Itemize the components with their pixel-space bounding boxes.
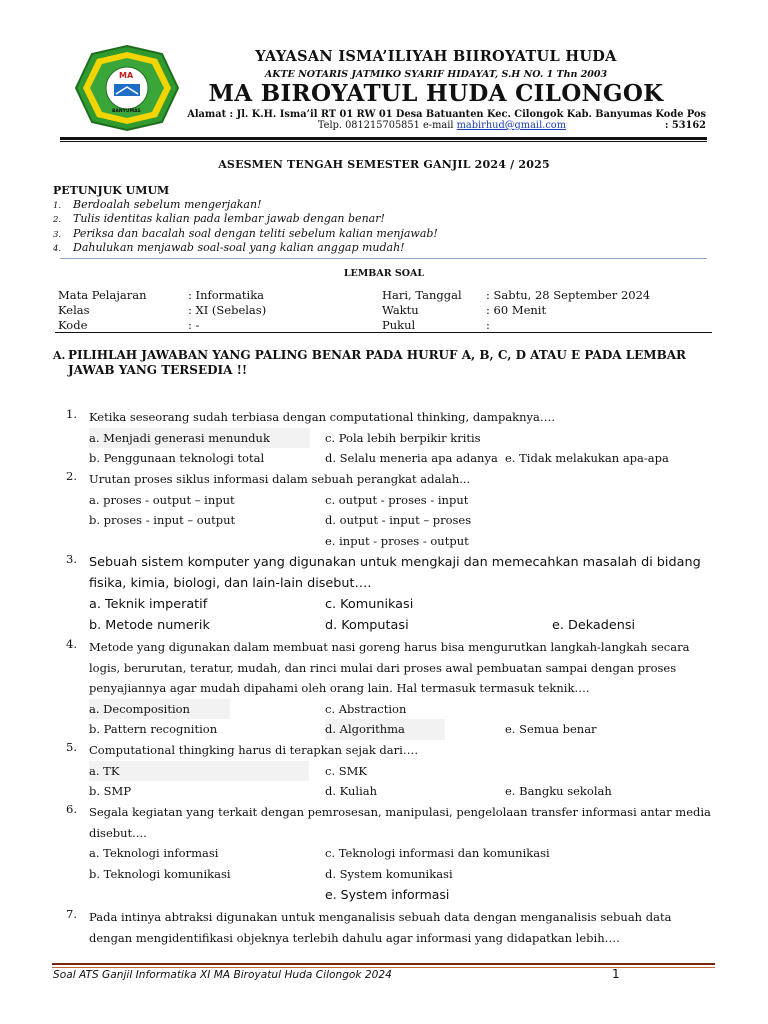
question-4 [66, 637, 716, 740]
option-e: e. System informasi [325, 887, 450, 903]
footer-rule [52, 963, 715, 965]
info-left [58, 288, 266, 332]
option-d: d. Algorithma [325, 719, 445, 740]
option-a: a. Menjadi generasi menunduk [89, 428, 310, 449]
question-text: Urutan proses siklus informasi dalam sebuah perangkat adalah... [89, 472, 471, 486]
option-e: e. Tidak melakukan apa-apa [505, 451, 669, 466]
option-d: d. System komunikasi [325, 866, 453, 881]
option-b: b. Pattern recognition [89, 722, 218, 737]
question-text: Sebuah sistem komputer yang digunakan untuk mengkaji dan memecahkan masalah di bidang fisika, kimia, biologi, dan lain-lain disebut…. [89, 555, 701, 591]
question-text: Pada intinya abtraksi digunakan untuk menganalisis sebuah data dengan menganalisis sebuah data dengan mengidentifikasi objeknya terlebih dahulu agar informasi yang didapatkan lebih…. [89, 910, 672, 945]
info-row-date: Hari, Tanggal : Sabtu, 28 September 2024 [382, 288, 651, 302]
option-d: d. Komputasi [325, 618, 409, 633]
option-d: d. Kuliah [325, 784, 378, 799]
question-number: 7. [66, 907, 77, 921]
sheet-label: LEMBAR SOAL [343, 268, 425, 279]
options [89, 490, 716, 552]
options [89, 428, 716, 469]
instruction-item: 3. Periksa dan bacalah soal dengan teliti sebelum kalian menjawab! [53, 226, 438, 240]
info-row-time: Pukul : [382, 317, 490, 332]
info-row-subject: Mata Pelajaran : Informatika [58, 288, 265, 302]
question-text: Segala kegiatan yang terkait dengan pemrosesan, manipulasi, pengelolaan transfer informasi antar media disebut.... [89, 805, 711, 840]
option-b: b. proses - input – output [89, 513, 236, 528]
logo-text-top: MA [119, 71, 134, 80]
school-contact [186, 120, 566, 131]
phone-text: Telp. 081215705851 e-mail [317, 120, 454, 131]
question-number: 6. [66, 802, 77, 816]
info-row-code: Kode : - [58, 317, 200, 332]
exam-title: ASESMEN TENGAH SEMESTER GANJIL 2024 / 2025 [218, 158, 550, 171]
question-number: 4. [66, 637, 77, 651]
instruction-item: 4. Dahulukan menjawab soal-soal yang kalian anggap mudah! [53, 241, 405, 255]
info-row-duration: Waktu : 60 Menit [382, 302, 547, 317]
option-a: a. proses - output – input [89, 492, 235, 507]
option-d: d. Selalu meneria apa adanya [325, 451, 498, 466]
question-number: 3. [66, 552, 77, 566]
section-text: PILIHLAH JAWABAN YANG PALING BENAR PADA HURUF A, B, C, D ATAU E PADA LEMBAR JAWAB YANG TERSEDIA !! [68, 348, 687, 377]
question-number: 2. [66, 469, 77, 483]
option-d: d. output - input – proses [325, 513, 472, 528]
email-link[interactable]: mabirhud@gmail.com [456, 120, 566, 131]
option-c: c. Komunikasi [325, 597, 414, 612]
logo-text-bottom: BANYUMAS [112, 109, 141, 114]
option-e: e. input - proses - output [325, 533, 469, 548]
option-a: a. Teknologi informasi [89, 846, 219, 860]
option-c: c. Pola lebih berpikir kritis [325, 430, 481, 445]
option-b: b. Penggunaan teknologi total [89, 451, 265, 466]
instructions-heading: PETUNJUK UMUM [53, 184, 170, 197]
legal-notice: AKTE NOTARIS JATMIKO SYARIF HIDAYAT, S.H NO. 1 Thn 2003 [264, 69, 608, 80]
school-address: Alamat : Jl. K.H. Isma’il RT 01 RW 01 Desa Batuanten Kec. Cilongok Kab. Banyumas Kode Pos : 53162 [187, 109, 706, 131]
school-name: MA BIROYATUL HUDA CILONGOK [208, 80, 664, 107]
option-c: c. SMK [325, 763, 367, 778]
option-a: a. Decomposition [89, 699, 230, 720]
instruction-item: 1. Berdoalah sebelum mengerjakan! [53, 198, 262, 211]
organization-name: YAYASAN ISMA’ILIYAH BIIROYATUL HUDA [255, 48, 617, 65]
question-number: 5. [66, 740, 77, 754]
footer-text: Soal ATS Ganjil Informatika XI MA Biroyatul Huda Cilongok 2024 [53, 969, 392, 981]
option-c: c. Teknologi informasi dan komunikasi [325, 846, 550, 860]
question-text: Metode yang digunakan dalam membuat nasi goreng harus bisa mengurutkan langkah-langkah secara logis, berurutan, teratur, mudah, dan rinci mulai dari proses awal pembuatan sampai dengan proses penyajiannya agar mudah dipahami oleh orang lain. Hal termasuk termasuk teknik…. [89, 640, 690, 695]
info-right [382, 288, 650, 332]
option-b: b. Metode numerik [89, 618, 210, 633]
question-number: 1. [66, 407, 77, 421]
question-text: Ketika seseorang sudah terbiasa dengan computational thinking, dampaknya…. [89, 410, 556, 424]
letterhead-rule-thick [60, 137, 707, 140]
section-letter: A. [53, 349, 66, 362]
question-2 [66, 469, 716, 551]
letterhead-rule-thin [60, 141, 707, 142]
option-a: a. TK [89, 761, 309, 782]
question-text: Computational thingking harus di terapkan sejak dari…. [89, 743, 418, 757]
info-rule [55, 332, 712, 333]
info-row-class: Kelas : XI (Sebelas) [58, 302, 267, 317]
option-e: e. Bangku sekolah [505, 784, 612, 799]
page-number: 1 [612, 967, 620, 981]
option-b: b. SMP [89, 784, 132, 799]
question-3 [66, 552, 716, 636]
option-c: c. output - proses - input [325, 492, 469, 507]
section-divider [60, 258, 707, 259]
options [89, 594, 716, 636]
section-a-heading [53, 348, 713, 378]
options [89, 843, 716, 906]
option-a: a. Teknik imperatif [89, 597, 208, 612]
options [89, 699, 716, 740]
options [89, 761, 716, 802]
instruction-item: 2. Tulis identitas kalian pada lembar jawab dengan benar! [53, 212, 385, 226]
option-b: b. Teknologi komunikasi [89, 866, 231, 881]
question-1 [66, 407, 716, 469]
question-7 [66, 907, 716, 948]
question-5 [66, 740, 716, 802]
instructions-list [53, 198, 438, 256]
option-e: e. Semua benar [505, 722, 597, 737]
question-6 [66, 802, 716, 906]
option-e: e. Dekadensi [552, 618, 636, 633]
option-c: c. Abstraction [325, 701, 407, 716]
school-logo [74, 44, 180, 132]
